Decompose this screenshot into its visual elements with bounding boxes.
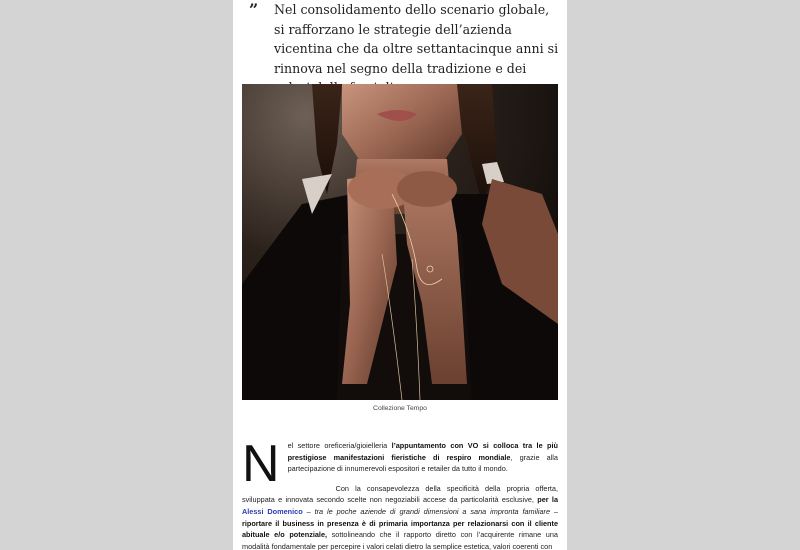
article-page [233, 0, 567, 550]
pull-quote: Nel consolidamento dello scenario globale, si rafforzano le strategie dell’azienda vicentina che da oltre settantacinque anni si rinnova nel segno della tradizione e dei [274, 2, 559, 76]
alessi-domenico-link[interactable]: Alessi Domenico [242, 506, 303, 516]
article-photo [242, 84, 558, 400]
drop-cap: N [242, 435, 280, 493]
quote-mark-icon: ” [249, 0, 259, 19]
article-body [242, 435, 559, 550]
photo-caption: Collezione Tempo [373, 405, 427, 412]
article-paragraph-1: N el settore oreficeria/gioielleria l’appuntamento con VO si colloca tra le più prestigiose manifestazioni fieristiche di respiro mondiale, grazie alla partecipazione di innumerevoli espositori e retailer da tutto il mondo. [242, 435, 558, 493]
article-paragraph-2: Con la consapevolezza della specificità della propria offerta, sviluppata e innovata secondo scelte non negoziabili accese da particolarità esclusive, per la Alessi Domenico – tra le poche aziende di grandi dimensioni a sana impronta familiare – riportare il business in presenza è di primaria importanza per relazionarsi con il cliente abituale e/o potenziale, sottolineando che il rapporto diretto con l’acquirente rimane una modalità fondamentale per percepire i valori celati dietro la semplice estetica, valori coerenti con [242, 483, 559, 550]
